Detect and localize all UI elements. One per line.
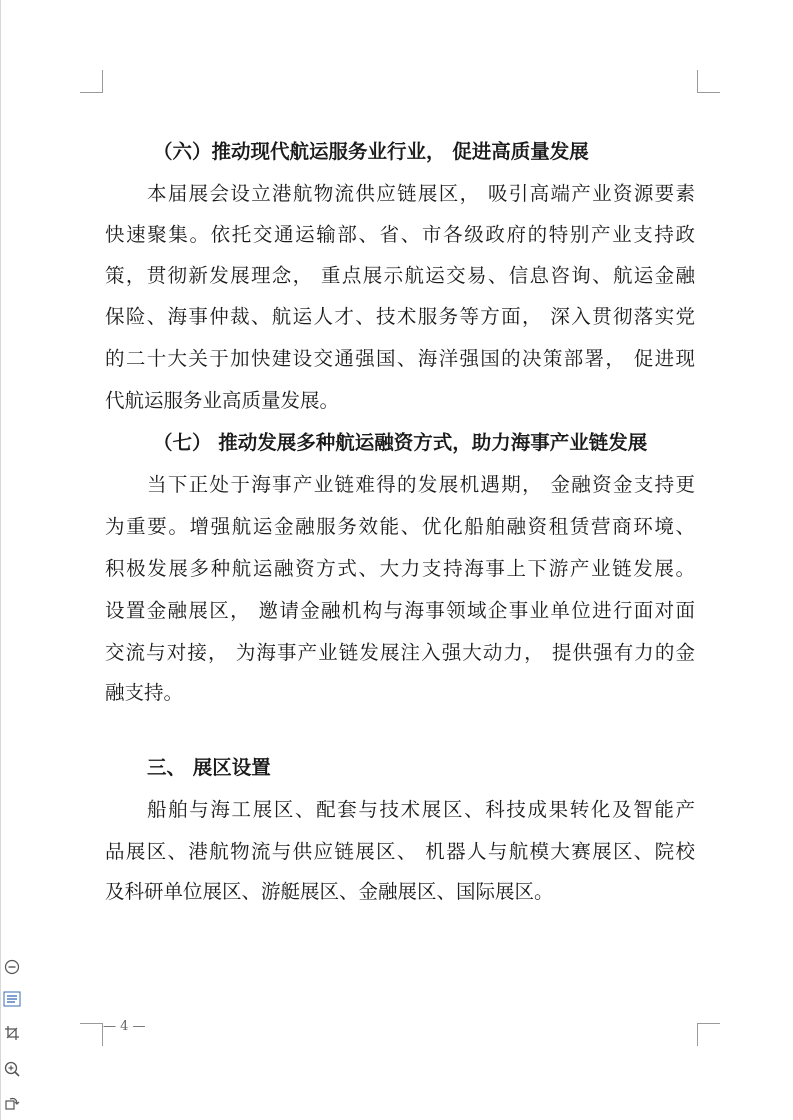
crop-icon[interactable]: [2, 1023, 22, 1043]
rotate-icon[interactable]: [2, 1093, 22, 1113]
section-three-line: 品展区、港航物流与供应链展区、 机器人与航模大赛展区、院校: [105, 840, 695, 863]
heading-seven: （七） 推动发展多种航运融资方式，助力海事产业链发展: [153, 431, 648, 454]
section-three-line: 船舶与海工展区、配套与技术展区、科技成果转化及智能产: [147, 798, 695, 821]
para-seven-line: 为重要。增强航运金融服务效能、优化船舶融资租赁营商环境、: [105, 515, 695, 538]
para-six-line: 代航运服务业高质量发展。: [105, 389, 340, 412]
para-seven-line: 交流与对接， 为海事产业链发展注入强大动力， 提供强有力的金: [105, 641, 695, 664]
crop-mark-top-right: [697, 70, 720, 93]
para-seven-line: 设置金融展区， 邀请金融机构与海事领域企事业单位进行面对面: [105, 599, 695, 622]
section-three-line: 及科研单位展区、游艇展区、金融展区、国际展区。: [105, 880, 554, 903]
heading-six: （六）推动现代航运服务业行业， 促进高质量发展: [153, 140, 589, 163]
zoom-in-icon[interactable]: [2, 1059, 22, 1079]
page-number: — 4 —: [103, 1019, 146, 1034]
para-seven-line: 积极发展多种航运融资方式、大力支持海事上下游产业链发展。: [105, 557, 695, 580]
para-seven-line: 融支持。: [105, 681, 184, 704]
crop-mark-top-left: [80, 70, 103, 93]
page-left-edge: [0, 0, 1, 1120]
para-six-line: 策，贯彻新发展理念， 重点展示航运交易、信息咨询、航运金融: [105, 264, 695, 287]
crop-mark-bottom-left: [80, 1023, 103, 1046]
list-icon[interactable]: [2, 989, 22, 1009]
crop-mark-bottom-right: [697, 1023, 720, 1046]
para-seven-line: 当下正处于海事产业链难得的发展机遇期， 金融资金支持更: [147, 473, 695, 496]
minus-icon[interactable]: [2, 957, 22, 977]
para-six-line: 保险、海事仲裁、航运人才、技术服务等方面， 深入贯彻落实党: [105, 305, 695, 328]
para-six-line: 快速聚集。依托交通运输部、省、市各级政府的特别产业支持政: [105, 223, 695, 246]
para-six-line: 本届展会设立港航物流供应链展区， 吸引高端产业资源要素: [147, 182, 695, 205]
para-six-line: 的二十大关于加快建设交通强国、海洋强国的决策部署， 促进现: [105, 347, 695, 370]
section-three-heading: 三、 展区设置: [147, 756, 271, 779]
